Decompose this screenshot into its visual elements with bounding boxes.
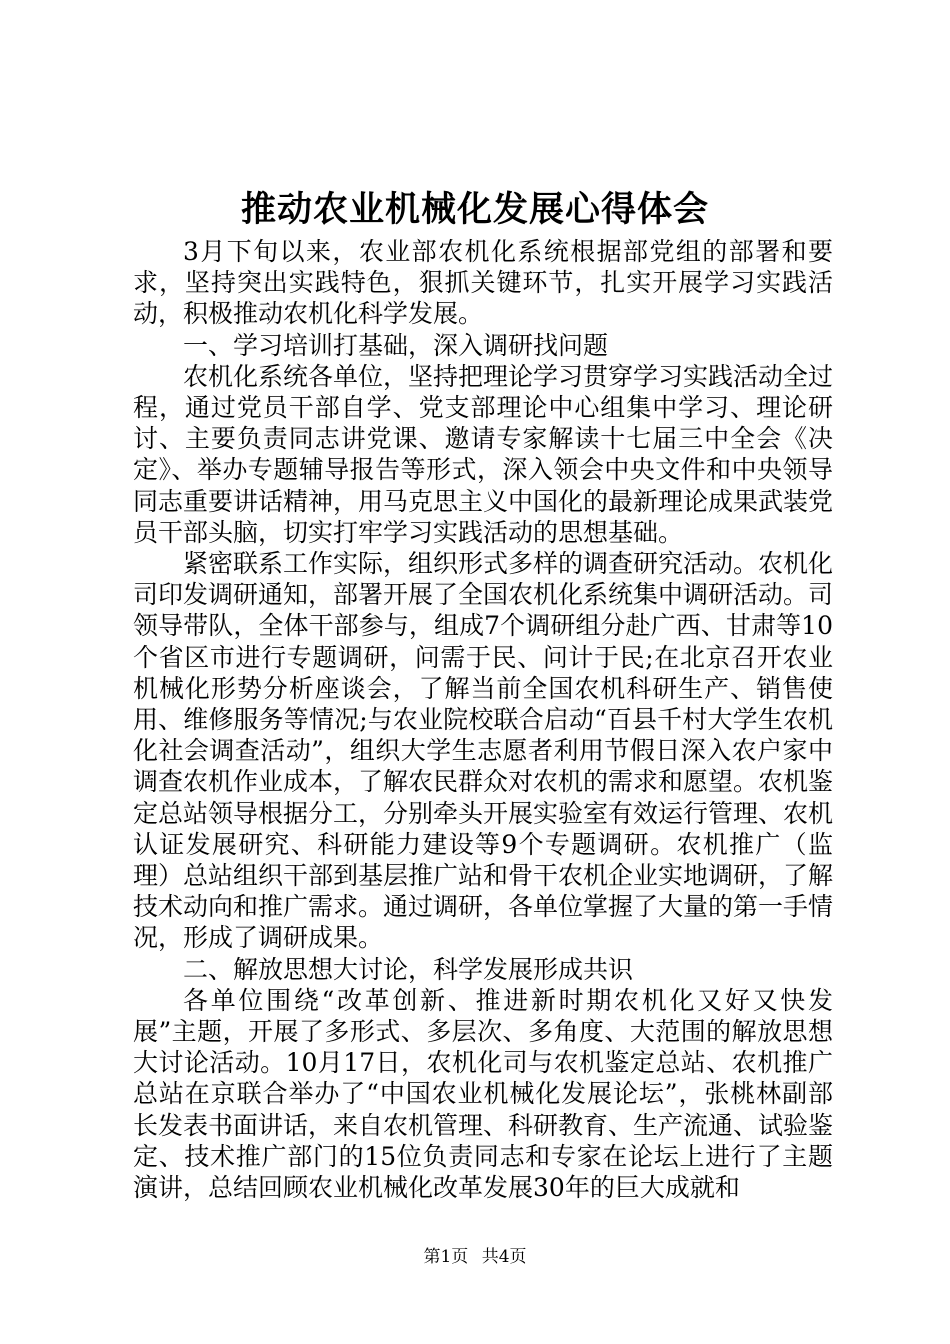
- paragraph-intro: 3月下旬以来，农业部农机化系统根据部党组的部署和要求，坚持突出实践特色，狠抓关键环节，扎实开展学习实践活动，积极推动农机化科学发展。: [133, 237, 833, 329]
- page-number: 第1页: [423, 1247, 469, 1267]
- page-footer: [0, 1245, 950, 1269]
- section-heading-1: 一、学习培训打基础，深入调研找问题: [183, 330, 609, 360]
- paragraph-study: 农机化系统各单位，坚持把理论学习贯穿学习实践活动全过程，通过党员干部自学、党支部理论中心组集中学习、理论研讨、主要负责同志讲党课、邀请专家解读十七届三中全会《决定》、举办专题辅导报告等形式，深入领会中央文件和中央领导同志重要讲话精神，用马克思主义中国化的最新理论成果武装党员干部头脑，切实打牢学习实践活动的思想基础。: [133, 361, 834, 547]
- document-body: [133, 236, 833, 1203]
- document-title: 推动农业机械化发展心得体会: [240, 189, 709, 230]
- paragraph-discussion: 各单位围绕“改革创新、推进新时期农机化又好又快发展”主题，开展了多形式、多层次、多角度、大范围的解放思想大讨论活动。10月17日，农机化司与农机鉴定总站、农机推广总站在京联合举办了“中国农业机械化发展论坛”，张桃林副部长发表书面讲话，来自农机管理、科研教育、生产流通、试验鉴定、技术推广部门的15位负责同志和专家在论坛上进行了主题演讲，总结回顾农业机械化改革发展30年的巨大成就和: [133, 985, 834, 1203]
- paragraph-research: 紧密联系工作实际，组织形式多样的调查研究活动。农机化司印发调研通知，部署开展了全国农机化系统集中调研活动。司领导带队，全体干部参与，组成7个调研组分赴广西、甘肃等10个省区市进行专题调研，问需于民、问计于民;在北京召开农业机械化形势分析座谈会，了解当前全国农机科研生产、销售使用、维修服务等情况;与农业院校联合启动“百县千村大学生农机化社会调查活动”，组织大学生志愿者利用节假日深入农户家中调查农机作业成本，了解农民群众对农机的需求和愿望。农机鉴定总站领导根据分工，分别牵头开展实验室有效运行管理、农机认证发展研究、科研能力建设等9个专题调研。农机推广（监理）总站组织干部到基层推广站和骨干农机企业实地调研，了解技术动向和推广需求。通过调研，各单位掌握了大量的第一手情况，形成了调研成果。: [133, 549, 834, 953]
- page-total: 共4页: [481, 1247, 527, 1267]
- section-heading-2: 二、解放思想大讨论，科学发展形成共识: [183, 954, 634, 984]
